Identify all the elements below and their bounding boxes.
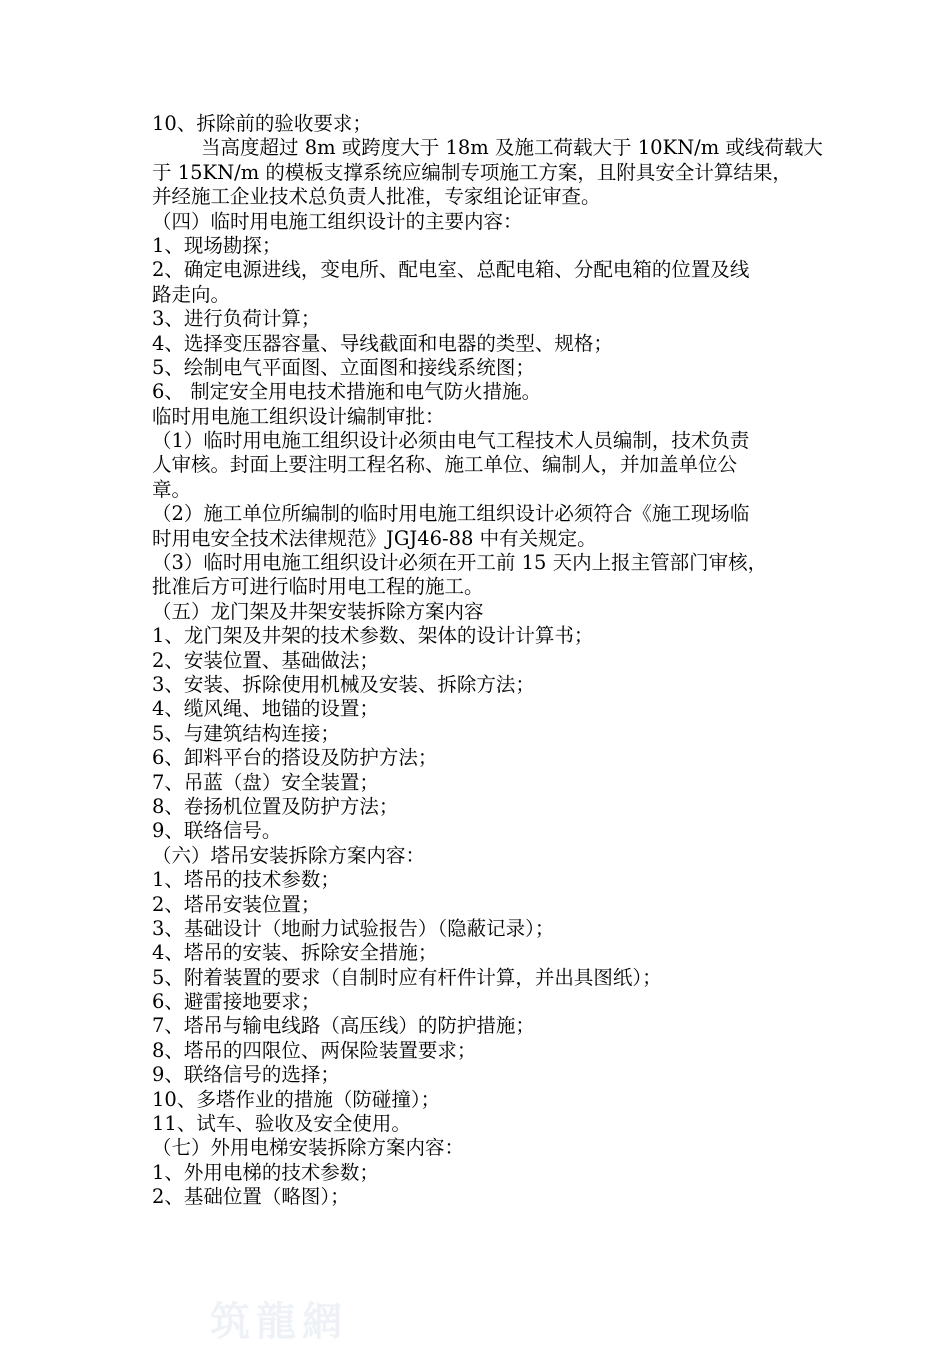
text-line: 10、拆除前的验收要求； bbox=[152, 112, 372, 135]
list-item: 9、联络信号。 bbox=[152, 819, 282, 843]
text-line: 临时用电施工组织设计编制审批： bbox=[152, 404, 445, 428]
list-item: 10、多塔作业的措施（防碰撞）； bbox=[152, 1087, 441, 1111]
list-item: 2、塔吊安装位置； bbox=[152, 892, 321, 916]
text-line: 当高度超过 8m 或跨度大于 18m 及施工荷载大于 10KN/m 或线荷载大 bbox=[201, 136, 823, 160]
list-item: 4、缆风绳、地锚的设置； bbox=[152, 697, 379, 721]
list-item: 3、安装、拆除使用机械及安装、拆除方法； bbox=[152, 672, 535, 696]
watermark: 筑龍網 bbox=[210, 1298, 348, 1345]
text-line: 人审核。封面上要注明工程名称、施工单位、编制人，并加盖单位公 bbox=[152, 453, 738, 477]
section-heading: （四）临时用电施工组织设计的主要内容： bbox=[152, 209, 523, 233]
document-body bbox=[152, 112, 852, 1210]
list-item: 1、塔吊的技术参数； bbox=[152, 868, 340, 892]
list-item: 8、卷扬机位置及防护方法； bbox=[152, 794, 399, 818]
list-item: 1、龙门架及井架的技术参数、架体的设计计算书； bbox=[152, 624, 594, 648]
list-item: 5、与建筑结构连接； bbox=[152, 721, 340, 745]
list-item: 7、吊蓝（盘）安全装置； bbox=[152, 770, 379, 794]
text-line: 路走向。 bbox=[152, 282, 231, 306]
list-item: 8、塔吊的四限位、两保险装置要求； bbox=[152, 1038, 477, 1062]
list-item: （2）施工单位所编制的临时用电施工组织设计必须符合《施工现场临 bbox=[152, 502, 750, 526]
list-item: 2、安装位置、基础做法； bbox=[152, 648, 379, 672]
list-item: 3、基础设计（地耐力试验报告）（隐蔽记录）； bbox=[152, 916, 555, 940]
list-item: （1）临时用电施工组织设计必须由电气工程技术人员编制，技术负责 bbox=[152, 429, 750, 453]
text-line: 时用电安全技术法律规范》JGJ46-88 中有关规定。 bbox=[152, 526, 597, 550]
text-line: 并经施工企业技术总负责人批准，专家组论证审查。 bbox=[152, 185, 601, 209]
list-item: 6、卸料平台的搭设及防护方法； bbox=[152, 746, 438, 770]
list-item: 6、 制定安全用电技术措施和电气防火措施。 bbox=[152, 380, 542, 404]
list-item: 2、基础位置（略图）； bbox=[152, 1185, 350, 1209]
list-item: 2、确定电源进线，变电所、配电室、总配电箱、分配电箱的位置及线 bbox=[152, 258, 750, 282]
list-item: 6、避雷接地要求； bbox=[152, 990, 321, 1014]
list-item: 9、联络信号的选择； bbox=[152, 1063, 340, 1087]
section-heading: （六）塔吊安装拆除方案内容： bbox=[152, 843, 426, 867]
list-item: 5、绘制电气平面图、立面图和接线系统图； bbox=[152, 355, 535, 379]
list-item: （3）临时用电施工组织设计必须在开工前 15 天内上报主管部门审核， bbox=[152, 551, 768, 575]
list-item: 1、外用电梯的技术参数； bbox=[152, 1160, 379, 1184]
text-line: 章。 bbox=[152, 477, 192, 501]
text-line: 批准后方可进行临时用电工程的施工。 bbox=[152, 575, 484, 599]
list-item: 7、塔吊与输电线路（高压线）的防护措施； bbox=[152, 1014, 535, 1038]
section-heading: （七）外用电梯安装拆除方案内容： bbox=[152, 1136, 465, 1160]
list-item: 1、现场勘探； bbox=[152, 233, 282, 257]
list-item: 3、进行负荷计算； bbox=[152, 307, 321, 331]
list-item: 5、附着装置的要求（自制时应有杆件计算，并出具图纸）； bbox=[152, 965, 662, 989]
section-heading: （五）龙门架及井架安装拆除方案内容 bbox=[152, 599, 484, 623]
list-item: 4、选择变压器容量、导线截面和电器的类型、规格； bbox=[152, 331, 613, 355]
text-line: 于 15KN/m 的模板支撑系统应编制专项施工方案，且附具安全计算结果， bbox=[152, 160, 792, 184]
list-item: 11、试车、验收及安全使用。 bbox=[152, 1112, 411, 1136]
list-item: 4、塔吊的安装、拆除安全措施； bbox=[152, 941, 438, 965]
